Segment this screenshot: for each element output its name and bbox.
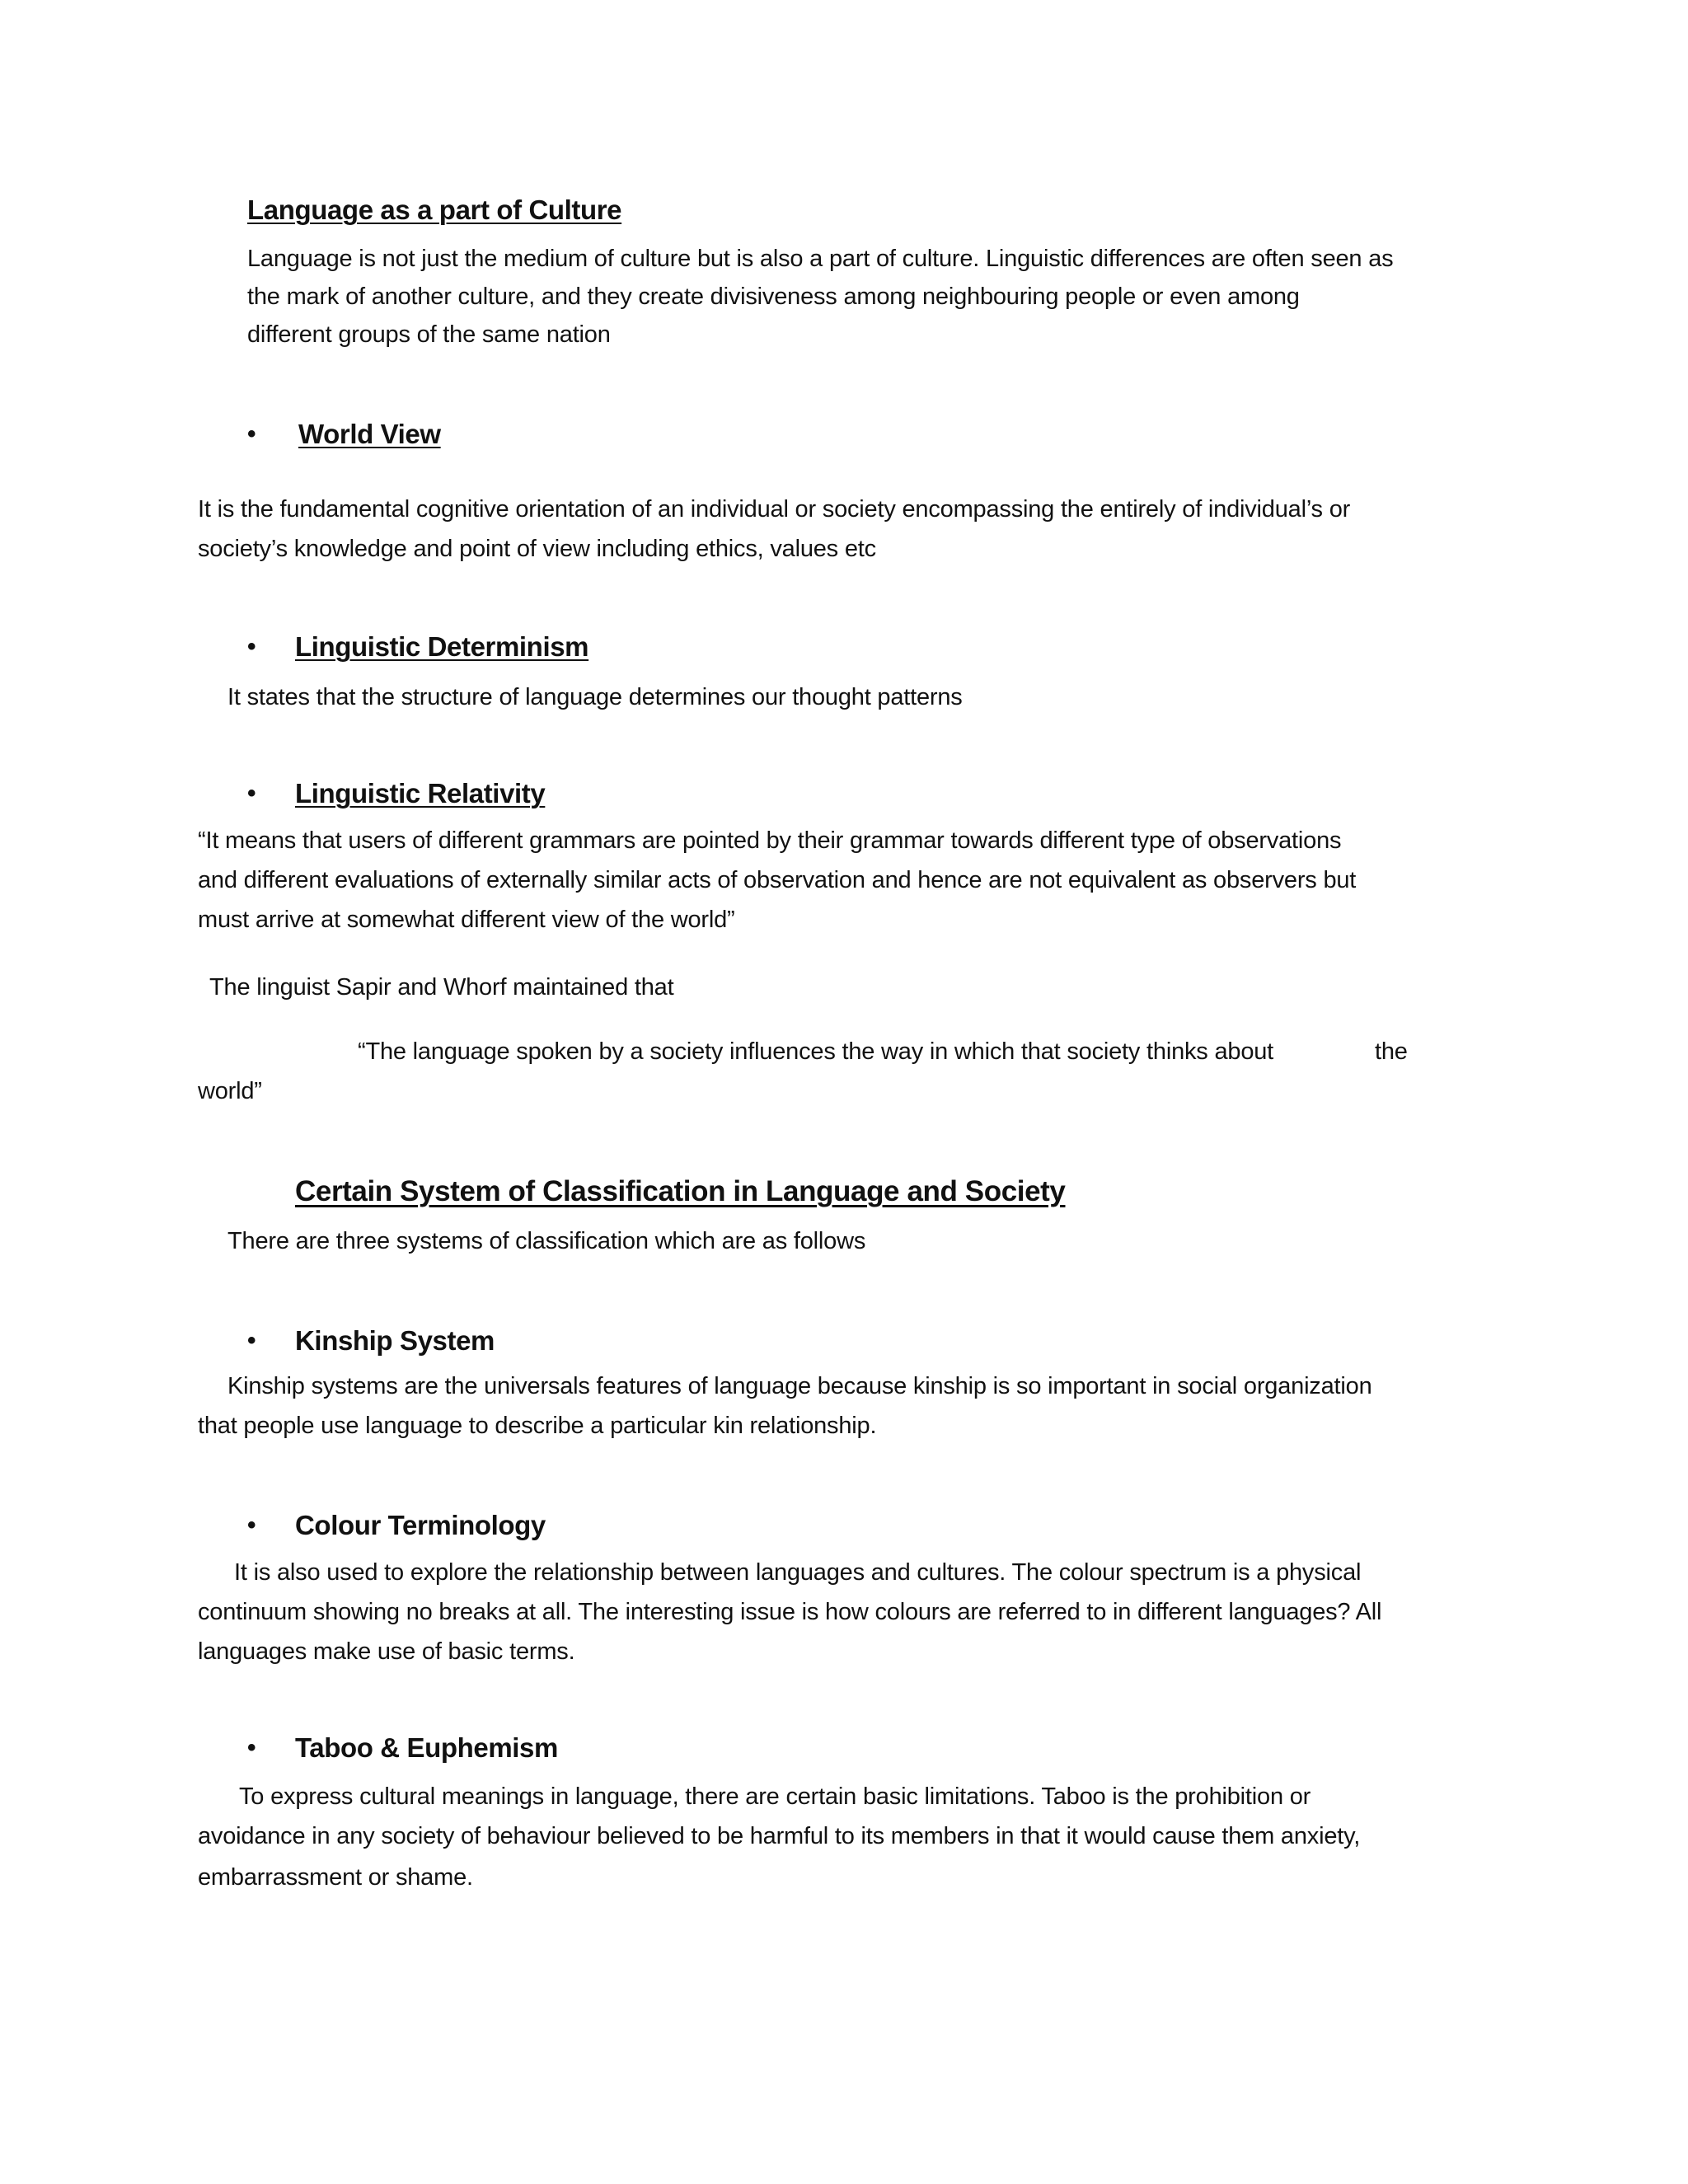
section-heading-relativity: Linguistic Relativity bbox=[295, 778, 546, 808]
world-view-line-1: It is the fundamental cognitive orientation of an individual or society encompassing the entirely of individual’s or bbox=[198, 496, 1351, 523]
section-heading-taboo: Taboo & Euphemism bbox=[295, 1732, 558, 1763]
world-view-line-2: society’s knowledge and point of view including ethics, values etc bbox=[198, 536, 876, 562]
determinism-line-1: It states that the structure of language determines our thought patterns bbox=[227, 684, 963, 710]
bullet-icon: • bbox=[247, 1327, 256, 1354]
sapir-intro: The linguist Sapir and Whorf maintained that bbox=[209, 974, 674, 1001]
kinship-line-1: Kinship systems are the universals features of language because kinship is so important in social organization bbox=[227, 1373, 1372, 1399]
section-heading-kinship: Kinship System bbox=[295, 1325, 495, 1356]
section-heading-determinism: Linguistic Determinism bbox=[295, 631, 589, 662]
sapir-quote-part2: the bbox=[1375, 1038, 1408, 1065]
colour-line-1: It is also used to explore the relationship between languages and cultures. The colour spectrum is a physical bbox=[234, 1559, 1362, 1586]
colour-line-3: languages make use of basic terms. bbox=[198, 1638, 575, 1665]
bullet-icon: • bbox=[247, 633, 256, 660]
relativity-line-3: must arrive at somewhat different view of the world” bbox=[198, 907, 735, 933]
colour-line-2: continuum showing no breaks at all. The interesting issue is how colours are referred to in different languages? All bbox=[198, 1599, 1382, 1625]
culture-line-3: different groups of the same nation bbox=[247, 321, 611, 348]
section-heading-classification: Certain System of Classification in Language and Society bbox=[295, 1175, 1066, 1207]
sapir-quote-part3: world” bbox=[198, 1078, 262, 1104]
kinship-line-2: that people use language to describe a particular kin relationship. bbox=[198, 1413, 877, 1439]
taboo-line-1: To express cultural meanings in language, there are certain basic limitations. Taboo is the prohibition or bbox=[239, 1783, 1311, 1810]
section-heading-world-view: World View bbox=[298, 419, 441, 449]
sapir-quote-part1: “The language spoken by a society influences the way in which that society thinks about bbox=[358, 1038, 1274, 1065]
taboo-line-3: embarrassment or shame. bbox=[198, 1864, 473, 1891]
section-heading-culture: Language as a part of Culture bbox=[247, 194, 622, 225]
taboo-line-2: avoidance in any society of behaviour believed to be harmful to its members in that it would cause them anxiety, bbox=[198, 1823, 1361, 1849]
culture-line-2: the mark of another culture, and they create divisiveness among neighbouring people or even among bbox=[247, 284, 1300, 310]
relativity-line-2: and different evaluations of externally similar acts of observation and hence are not equivalent as observers but bbox=[198, 867, 1357, 893]
bullet-icon: • bbox=[247, 1734, 256, 1761]
classification-intro: There are three systems of classification which are as follows bbox=[227, 1228, 866, 1254]
bullet-icon: • bbox=[247, 780, 256, 807]
bullet-icon: • bbox=[247, 1511, 256, 1539]
culture-line-1: Language is not just the medium of culture but is also a part of culture. Linguistic differences are often seen as bbox=[247, 246, 1394, 272]
section-heading-colour: Colour Terminology bbox=[295, 1510, 546, 1540]
bullet-icon: • bbox=[247, 420, 256, 448]
relativity-line-1: “It means that users of different grammars are pointed by their grammar towards different type of observations bbox=[198, 827, 1342, 854]
